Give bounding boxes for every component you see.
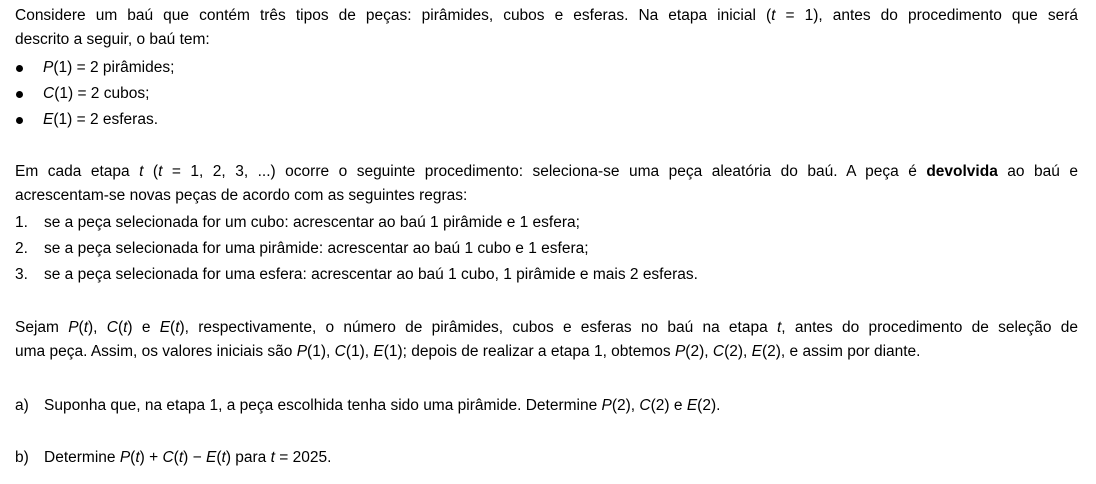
definition-text: (2), e assim por diante. — [761, 343, 921, 360]
definition-text: ) e — [127, 319, 160, 336]
bullet-icon — [16, 91, 23, 98]
rule-item — [15, 262, 1078, 288]
variable-name: E — [751, 343, 762, 360]
variable-name: P — [296, 343, 308, 360]
definition-text: ( — [117, 319, 124, 336]
definition-text: (2), — [724, 343, 752, 360]
variable-t: t — [123, 319, 128, 336]
question-text: ) − — [183, 449, 206, 466]
question-label: b) — [15, 449, 29, 466]
definition-text: Sejam — [15, 319, 69, 336]
definition-text: uma peça. Assim, os valores iniciais são — [15, 343, 297, 360]
question-text: ) para — [225, 449, 271, 466]
bullet-icon — [16, 117, 23, 124]
question-label: a) — [15, 397, 29, 414]
question-text: = 2025. — [274, 449, 332, 466]
rule-item — [15, 236, 1078, 262]
question-a — [15, 394, 1078, 418]
variable-name: E — [43, 111, 54, 128]
question-text: (2), — [611, 397, 640, 414]
definition-paragraph-line2 — [15, 340, 1078, 364]
rule-text: se a peça selecionada for uma esfera: acrescentar ao baú 1 cubo, 1 pirâmide e mais 2 esferas. — [44, 266, 698, 283]
rule-number: 2. — [15, 240, 28, 257]
variable-name: C — [712, 343, 725, 360]
item-text: (1) = 2 pirâmides; — [53, 59, 175, 76]
variable-name: C — [106, 319, 118, 336]
variable-name: E — [205, 449, 217, 466]
rule-item — [15, 210, 1078, 236]
variable-t: t — [178, 449, 184, 466]
definition-text: (1), — [345, 343, 374, 360]
rule-number: 3. — [15, 266, 28, 283]
definition-text: ), — [88, 319, 107, 336]
initial-items-list — [15, 55, 1078, 133]
rule-text: se a peça selecionada for uma pirâmide: acrescentar ao baú 1 cubo e 1 esfera; — [44, 240, 589, 257]
definition-text: (1), — [307, 343, 335, 360]
variable-t: t — [158, 163, 163, 180]
variable-name: P — [601, 397, 612, 414]
definition-text: ( — [170, 319, 176, 336]
procedure-text: ( — [143, 163, 159, 180]
procedure-paragraph-line1 — [15, 160, 1078, 184]
intro-paragraph-line1 — [15, 4, 1078, 28]
variable-name: E — [159, 319, 171, 336]
question-text: ( — [173, 449, 179, 466]
variable-t: t — [221, 449, 226, 466]
variable-name: C — [162, 449, 174, 466]
bullet-icon — [16, 65, 23, 72]
variable-name: C — [334, 343, 346, 360]
variable-name: C — [639, 397, 651, 414]
definition-text: (2), — [685, 343, 713, 360]
intro-text: Considere um baú que contém três tipos de peças: pirâmides, cubos e esferas. Na etapa inicial ( — [15, 7, 772, 24]
list-item — [15, 81, 1078, 107]
question-b — [15, 446, 1078, 470]
definition-paragraph-line1 — [15, 316, 1078, 340]
question-text: (2) e — [650, 397, 687, 414]
definition-text: ), respectivamente, o número de pirâmides, cubos e esferas no baú na etapa — [179, 319, 777, 336]
question-text: Suponha que, na etapa 1, a peça escolhida tenha sido uma pirâmide. Determine — [44, 397, 602, 414]
variable-name: P — [43, 59, 54, 76]
rule-number: 1. — [15, 214, 28, 231]
variable-name: P — [119, 449, 131, 466]
variable-t: t — [771, 7, 776, 24]
rules-list — [15, 210, 1078, 288]
question-text: Determine — [44, 449, 120, 466]
definition-text: (1); depois de realizar a etapa 1, obtemos — [383, 343, 675, 360]
variable-t: t — [139, 163, 144, 180]
emphasis-devolvida: devolvida — [926, 163, 998, 180]
variable-name: E — [686, 397, 698, 414]
procedure-paragraph-line2: acrescentam-se novas peças de acordo com as seguintes regras: — [15, 187, 468, 204]
intro-paragraph-line2: descrito a seguir, o baú tem: — [15, 31, 210, 48]
intro-text-rest: = 1), antes do procedimento que será — [775, 7, 1078, 24]
list-item — [15, 107, 1078, 133]
definition-text: , antes do procedimento de seleção de — [781, 319, 1078, 336]
variable-name: P — [674, 343, 686, 360]
rule-text: se a peça selecionada for um cubo: acrescentar ao baú 1 pirâmide e 1 esfera; — [44, 214, 580, 231]
procedure-text: = 1, 2, 3, ...) ocorre o seguinte procedimento: seleciona-se uma peça aleatória do baú. A peça é — [162, 163, 927, 180]
variable-t: t — [776, 319, 782, 336]
procedure-text: Em cada etapa — [15, 163, 140, 180]
list-item — [15, 55, 1078, 81]
variable-t: t — [135, 449, 140, 466]
question-text: (2). — [697, 397, 721, 414]
variable-t: t — [83, 319, 89, 336]
variable-name: C — [43, 85, 55, 102]
question-text: ) + — [139, 449, 163, 466]
variable-t: t — [270, 449, 275, 466]
variable-name: E — [373, 343, 384, 360]
variable-t: t — [175, 319, 180, 336]
item-text: (1) = 2 esferas. — [53, 111, 159, 128]
question-text: ( — [216, 449, 222, 466]
definition-text: ( — [78, 319, 84, 336]
variable-name: P — [68, 319, 79, 336]
procedure-text: ao baú e — [997, 163, 1078, 180]
question-text: ( — [130, 449, 136, 466]
item-text: (1) = 2 cubos; — [54, 85, 150, 102]
